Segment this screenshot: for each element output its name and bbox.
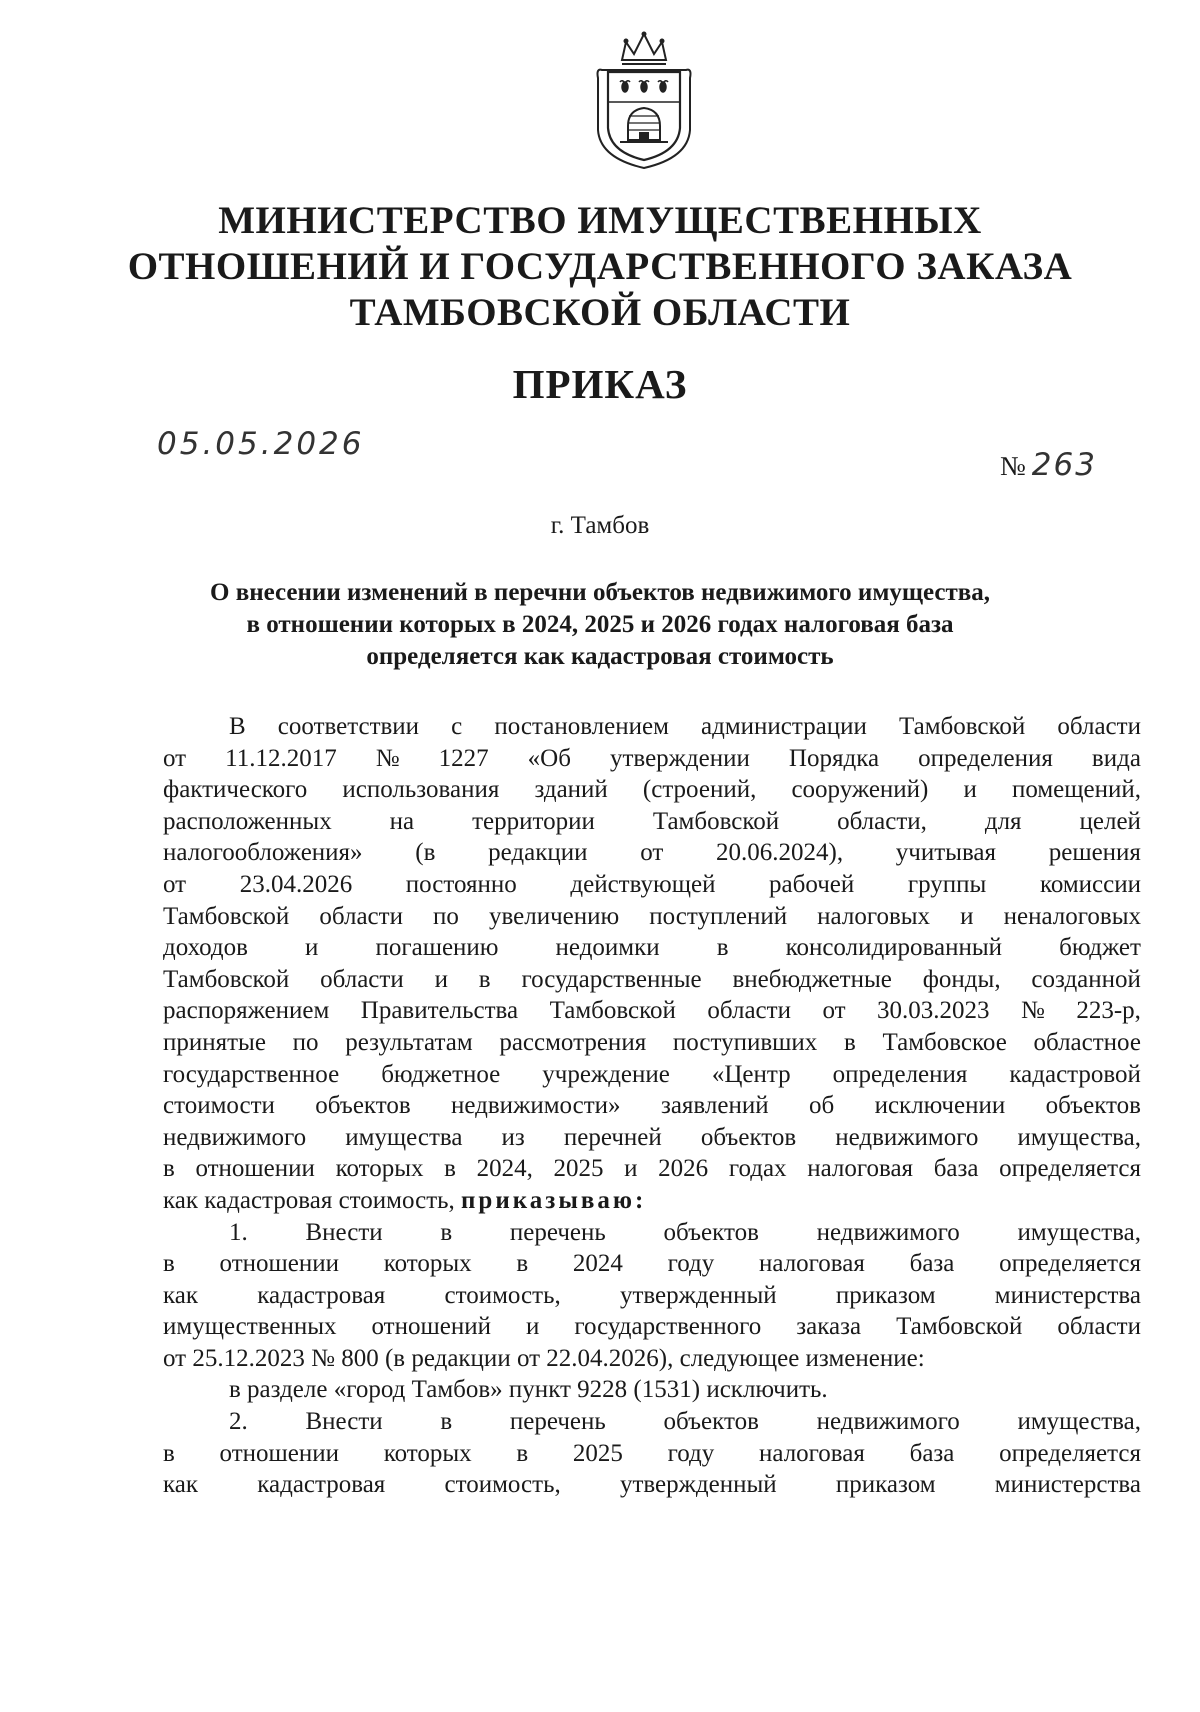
word: «Об (527, 744, 571, 772)
item-1 (163, 1217, 1141, 1343)
word: недвижимости» (451, 1092, 621, 1120)
ministry-name (0, 198, 1200, 336)
preamble-line (163, 1153, 1141, 1185)
word: 2024 (572, 1250, 623, 1278)
word: объектов (315, 1092, 411, 1120)
item1-line (163, 1311, 1141, 1343)
word: объектов (663, 1408, 759, 1436)
word: В (229, 713, 246, 740)
word: 1227 (438, 744, 489, 772)
word: в (843, 1028, 856, 1056)
word: 2024, (476, 1155, 533, 1183)
word: недвижимого (163, 1123, 307, 1151)
word: расположенных (163, 807, 332, 835)
preamble-line (163, 995, 1141, 1027)
word: администрации (701, 713, 867, 740)
word: помещений, (1011, 776, 1141, 804)
word: году (667, 1250, 715, 1278)
subject-line-2: в отношении которых в 2024, 2025 и 2026 годах налоговая база (246, 611, 954, 638)
item-1-last-line (163, 1343, 1141, 1375)
word: имущества, (1017, 1408, 1141, 1436)
word: недвижимого (816, 1218, 960, 1246)
word: государственные (521, 965, 702, 993)
ministry-line-2: ОТНОШЕНИЙ И ГОСУДАРСТВЕННОГО ЗАКАЗА (127, 245, 1073, 288)
word: налогообложения» (163, 839, 363, 867)
word: стоимости (163, 1092, 275, 1120)
word: Тамбовской (549, 997, 676, 1025)
preamble (163, 711, 1141, 1185)
word: погашению (375, 934, 499, 962)
word: № (1021, 997, 1045, 1025)
word: недоимки (555, 934, 660, 962)
word: отношений (371, 1313, 491, 1341)
word: учреждение (542, 1060, 670, 1088)
word: в (516, 1250, 529, 1278)
word: в (163, 1439, 175, 1467)
word: и (960, 902, 974, 930)
word: заказа (796, 1313, 862, 1341)
item-1-last-text: от 25.12.2023 № 800 (в редакции от 22.04.2026), следующее изменение: (163, 1344, 925, 1372)
word: области (707, 997, 791, 1025)
word: (строений, (642, 776, 757, 804)
word: комиссии (1039, 870, 1141, 898)
word: база (909, 1250, 955, 1278)
word: постоянно (405, 870, 517, 898)
tambov-coat-of-arms-icon (592, 30, 696, 170)
subject-line-3: определяется как кадастровая стоимость (366, 643, 834, 670)
word: как (163, 1281, 199, 1309)
word: государственное (163, 1060, 340, 1088)
preamble-line (163, 932, 1141, 964)
word: области (1057, 1313, 1141, 1341)
word: № (375, 744, 400, 772)
word: (в (415, 839, 436, 867)
word: поступлений (649, 902, 788, 930)
word: созданной (1031, 965, 1141, 993)
word: от (822, 997, 846, 1025)
word: имущественных (163, 1313, 337, 1341)
word: отношении (219, 1250, 339, 1278)
word: в (478, 965, 491, 993)
word: которых (383, 1250, 472, 1278)
word: редакции (488, 839, 588, 867)
word: внебюджетные (732, 965, 892, 993)
word: утвержденный (619, 1281, 777, 1309)
preamble-line (163, 869, 1141, 901)
word: рассмотрения (499, 1028, 647, 1056)
word: для (984, 807, 1022, 835)
word: рабочей (769, 870, 855, 898)
preamble-line (163, 806, 1141, 838)
word: перечень (509, 1408, 606, 1436)
item2-line (163, 1469, 1141, 1501)
word: перечень (509, 1218, 606, 1246)
word: поступивших (672, 1028, 818, 1056)
word: на (389, 807, 415, 835)
ministry-line-1: МИНИСТЕРСТВО ИМУЩЕСТВЕННЫХ (218, 199, 982, 242)
word: зданий (534, 776, 608, 804)
word: от (640, 839, 664, 867)
word: 11.12.2017 (225, 744, 337, 772)
word: Тамбовской (898, 713, 1026, 740)
word: об (808, 1092, 835, 1120)
word: годах (728, 1155, 787, 1183)
word: фонды, (922, 965, 1001, 993)
order-number (1000, 447, 1097, 483)
word: имущества, (1017, 1218, 1141, 1246)
word: исключении (874, 1092, 1006, 1120)
document-type: ПРИКАЗ (512, 361, 688, 407)
word: соответствии (277, 713, 420, 740)
word: постановлением (494, 713, 669, 740)
word: результатам (345, 1028, 473, 1056)
word: кадастровая (257, 1471, 386, 1499)
preamble-line (163, 1027, 1141, 1059)
word: отношении (219, 1439, 339, 1467)
word: база (933, 1155, 979, 1183)
word: Порядка (788, 744, 880, 772)
word: недвижимого (816, 1408, 960, 1436)
word: 23.04.2026 (239, 870, 353, 898)
word: вида (1091, 744, 1141, 772)
word: и (963, 776, 977, 804)
word: области (1057, 713, 1141, 740)
word: налоговая (807, 1155, 914, 1183)
word: «Центр (711, 1060, 791, 1088)
word: 2026 (658, 1155, 709, 1183)
word: определяется (999, 1250, 1141, 1278)
word: территории (472, 807, 595, 835)
preamble-line (163, 964, 1141, 996)
word: в (163, 1250, 175, 1278)
preamble-line (163, 1090, 1141, 1122)
word: бюджет (1059, 934, 1141, 962)
word: фактического (163, 776, 308, 804)
word: Тамбовской (896, 1313, 1023, 1341)
word: база (909, 1439, 955, 1467)
word: 20.06.2024), (716, 839, 844, 867)
word: 30.03.2023 (877, 997, 990, 1025)
ministry-line-3: ТАМБОВСКОЙ ОБЛАСТИ (349, 291, 851, 334)
word: 2025 (572, 1439, 623, 1467)
word: которых (335, 1155, 424, 1183)
word: кадастровая (257, 1281, 386, 1309)
word: принятые (163, 1028, 266, 1056)
word: действующей (570, 870, 716, 898)
word: распоряжением (163, 997, 330, 1025)
word: налоговых (817, 902, 931, 930)
word: области, (837, 807, 927, 835)
item1-line (163, 1217, 1141, 1249)
word: области (320, 965, 404, 993)
word: Внести (305, 1408, 383, 1436)
word: неналоговых (1003, 902, 1141, 930)
number-sign: № (1000, 451, 1026, 481)
word: Тамбовской (652, 807, 780, 835)
word: определяется (999, 1155, 1141, 1183)
word: заявлений (660, 1092, 769, 1120)
preamble-last-text: как кадастровая стоимость, (163, 1186, 455, 1214)
city: г. Тамбов (550, 512, 650, 539)
item2-line (163, 1406, 1141, 1438)
word: отношении (195, 1155, 315, 1183)
number-value: 263 (1031, 447, 1097, 483)
word: и (434, 965, 448, 993)
word: объектов (1045, 1092, 1141, 1120)
word: учитывая (895, 839, 997, 867)
word: как (163, 1471, 199, 1499)
item-2 (163, 1406, 1141, 1501)
word: кадастровой (1009, 1060, 1141, 1088)
preamble-line (163, 1059, 1141, 1091)
word: определяется (999, 1439, 1141, 1467)
word: и (525, 1313, 540, 1341)
order-subject (0, 577, 1200, 673)
word: Тамбовской (163, 902, 290, 930)
word: от (163, 744, 187, 772)
word: недвижимого (835, 1123, 979, 1151)
word: в (516, 1439, 529, 1467)
word: налоговая (759, 1250, 865, 1278)
item-1-sub-text: в разделе «город Тамбов» пункт 9228 (1531) исключить. (229, 1376, 828, 1404)
word: приказом (835, 1281, 936, 1309)
preamble-line (163, 743, 1141, 775)
order-body (163, 711, 1141, 1501)
word: Тамбовской (163, 965, 290, 993)
word: определения (832, 1060, 968, 1088)
preamble-line (163, 1122, 1141, 1154)
word: утвержденный (619, 1471, 777, 1499)
preamble-last-line (163, 1185, 1141, 1217)
item1-line (163, 1248, 1141, 1280)
word: имущества, (1017, 1123, 1141, 1151)
word: 1. (229, 1218, 248, 1246)
word: объектов (663, 1218, 759, 1246)
word: решения (1048, 839, 1141, 867)
word: в (440, 1408, 453, 1436)
word: по (292, 1028, 319, 1056)
word: в (163, 1155, 175, 1183)
word: определения (918, 744, 1053, 772)
word: в (444, 1155, 456, 1183)
word: бюджетное (381, 1060, 501, 1088)
item-1-subclause (163, 1374, 1141, 1406)
word: перечней (563, 1123, 662, 1151)
word: с (451, 713, 463, 740)
word: утверждении (609, 744, 750, 772)
word: от (163, 870, 187, 898)
preamble-line (163, 774, 1141, 806)
word: имущества (345, 1123, 463, 1151)
word: в (440, 1218, 453, 1246)
word: министерства (994, 1281, 1141, 1309)
word: и (624, 1155, 638, 1183)
word: доходов (163, 934, 248, 962)
word: 2. (229, 1408, 248, 1436)
word: стоимость, (444, 1471, 561, 1499)
word: сооружений) (791, 776, 929, 804)
order-word: приказываю: (461, 1186, 647, 1214)
preamble-line (163, 711, 1141, 743)
word: Внести (305, 1218, 383, 1246)
word: использования (342, 776, 500, 804)
word: 223-р, (1076, 997, 1141, 1025)
word: области (319, 902, 403, 930)
word: из (501, 1123, 525, 1151)
word: министерства (994, 1471, 1141, 1499)
word: областное (1033, 1028, 1141, 1056)
word: приказом (835, 1471, 936, 1499)
word: году (667, 1439, 715, 1467)
word: стоимость, (444, 1281, 561, 1309)
word: и (305, 934, 319, 962)
word: налоговая (759, 1439, 865, 1467)
word: группы (907, 870, 987, 898)
word: объектов (700, 1123, 797, 1151)
word: целей (1079, 807, 1141, 835)
word: по (433, 902, 459, 930)
item1-line (163, 1280, 1141, 1312)
item2-line (163, 1438, 1141, 1470)
word: консолидированный (785, 934, 1003, 962)
word: увеличению (489, 902, 620, 930)
subject-line-1: О внесении изменений в перечни объектов недвижимого имущества, (210, 579, 990, 606)
word: государственного (574, 1313, 762, 1341)
order-date: 05.05.2026 (157, 426, 365, 462)
word: Правительства (360, 997, 519, 1025)
preamble-line (163, 901, 1141, 933)
word: 2025 (553, 1155, 604, 1183)
word: в (716, 934, 729, 962)
word: которых (383, 1439, 472, 1467)
word: Тамбовское (882, 1028, 1007, 1056)
preamble-line (163, 837, 1141, 869)
